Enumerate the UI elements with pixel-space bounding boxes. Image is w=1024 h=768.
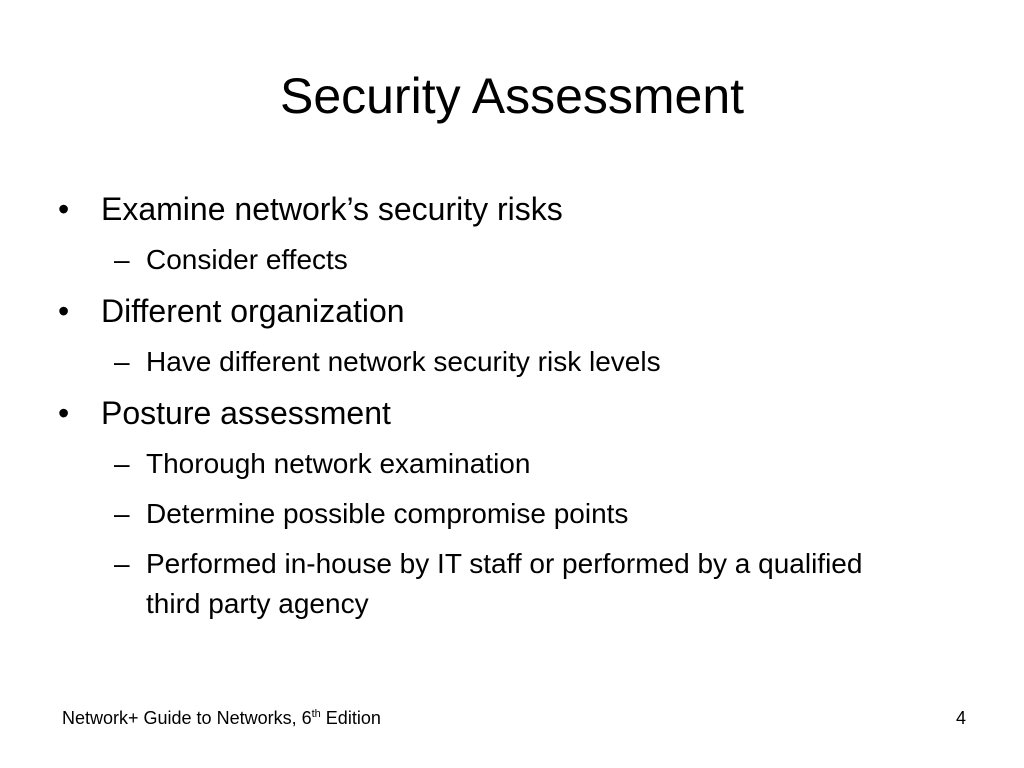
sub-bullet-text: Have different network security risk levels xyxy=(146,346,661,377)
dash-marker: – xyxy=(114,448,130,479)
bullet-marker: • xyxy=(58,191,70,227)
footer-source-prefix: Network+ Guide to Networks, 6 xyxy=(62,708,312,728)
bullet-text: Different organization xyxy=(101,293,405,329)
dash-marker: – xyxy=(114,346,130,377)
footer-source xyxy=(62,707,381,729)
dash-marker: – xyxy=(114,548,130,579)
sub-bullet-text: Determine possible compromise points xyxy=(146,498,629,529)
footer-source-suffix: Edition xyxy=(320,708,381,728)
bullet-marker: • xyxy=(58,293,70,329)
slide-title: Security Assessment xyxy=(279,68,745,124)
dash-marker: – xyxy=(114,498,130,529)
page-number: 4 xyxy=(955,708,966,728)
footer-source-superscript: th xyxy=(311,708,321,720)
sub-bullet-text: Performed in-house by IT staff or performed by a qualified third party agency xyxy=(146,548,863,619)
bullet-text: Posture assessment xyxy=(101,395,391,431)
sub-bullet-text: Thorough network examination xyxy=(146,448,531,479)
dash-marker: – xyxy=(114,244,130,275)
bullet-marker: • xyxy=(58,395,70,431)
sub-bullet-text: Consider effects xyxy=(146,244,348,275)
bullet-text: Examine network’s security risks xyxy=(101,191,563,227)
